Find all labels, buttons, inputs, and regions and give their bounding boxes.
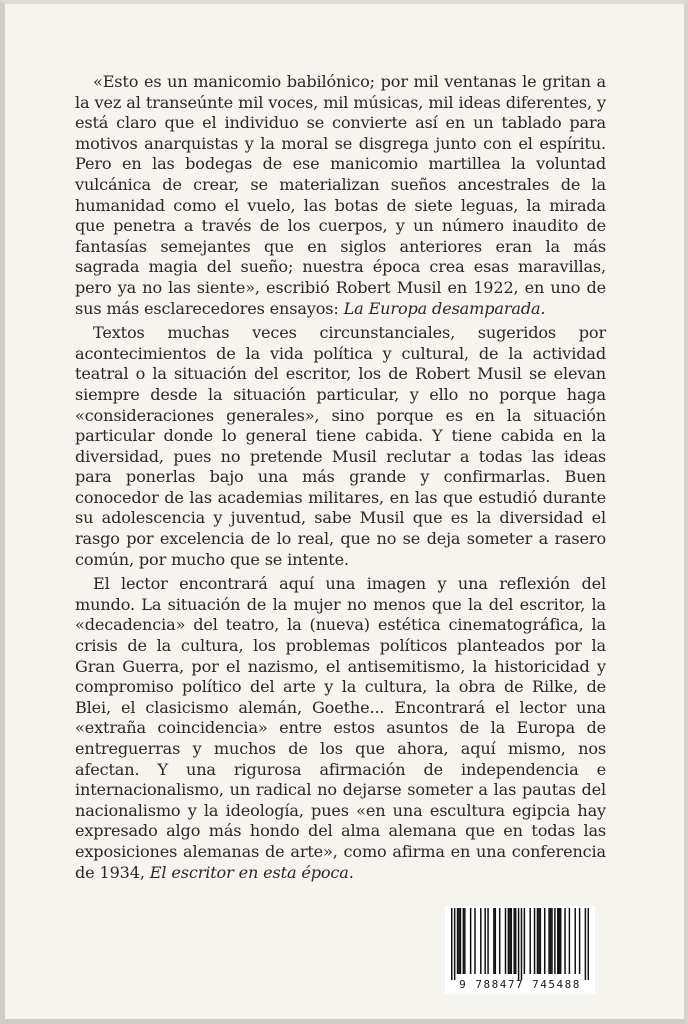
barcode-bar — [508, 908, 510, 974]
barcode-bar — [534, 908, 536, 974]
paragraph-1-italic-title: La Europa desamparada. — [343, 298, 546, 318]
barcode-bar — [454, 908, 456, 980]
barcode-bar — [560, 908, 562, 974]
barcode-bar — [540, 908, 542, 974]
barcode-bar — [548, 908, 550, 974]
barcode-bar — [460, 908, 462, 974]
barcode-bar — [537, 908, 539, 974]
barcode-bar — [521, 908, 523, 980]
barcode-bar — [579, 908, 581, 974]
barcode-bar — [511, 908, 513, 974]
barcode-bar — [495, 908, 497, 974]
barcode-bar — [513, 908, 515, 974]
barcode-bar — [564, 908, 566, 974]
barcode-bar — [464, 908, 466, 974]
barcode-bar — [457, 908, 459, 974]
blurb-paragraph-3 — [75, 574, 606, 883]
paragraph-1-text: «Esto es un manicomio babilónico; por mil ventanas le gritan a la vez al transeúnte mil voces, mil músicas, mil ideas diferentes, y está claro que el individuo se convierte así en un tablado para motivos anarquistas y la moral se disgrega junto con el espíritu. Pero en las bodegas de ese manicomio martillea la voluntad vulcánica de crear, se materializan sueños ancestrales de la humanidad como el vuelo, las botas de siete leguas, la mirada que penetra a través de los cuerpos, y un número inaudito de fantasías semejantes que en siglos anteriores eran la más sagrada magia del sueño; nuestra época crea esas maravillas, pero ya no las siente», escribió Robert Musil en 1922, en uno de sus más esclarecedores ensayos: — [75, 72, 606, 318]
blurb-paragraph-2 — [75, 323, 606, 570]
barcode-bar — [499, 908, 501, 974]
barcode-bar — [480, 908, 482, 974]
barcode-bar — [505, 908, 507, 974]
barcode-bar — [585, 908, 587, 980]
barcode-bar — [518, 908, 520, 980]
barcode-bar — [588, 908, 589, 980]
barcode-bar — [558, 908, 560, 974]
barcode-bar — [470, 908, 472, 974]
paragraph-3-italic-title: El escritor en esta época. — [149, 862, 354, 882]
barcode-bar — [554, 908, 556, 974]
barcode-bar — [550, 908, 552, 974]
barcode-bar — [574, 908, 576, 974]
barcode-bar — [474, 908, 476, 974]
barcode-bar — [484, 908, 486, 974]
barcode-bar — [529, 908, 531, 974]
barcode-bar — [551, 908, 553, 974]
barcode-bar — [544, 908, 546, 974]
barcode-bar — [458, 908, 460, 974]
barcode-bar — [509, 908, 511, 974]
barcode-bars — [451, 908, 589, 980]
barcode-digits: 9 788477 745488 — [459, 978, 581, 991]
barcode-bar — [493, 908, 495, 974]
barcode-bar — [487, 908, 489, 974]
blurb-paragraph-1 — [75, 72, 606, 319]
barcode-bar — [463, 908, 465, 974]
barcode-bar — [451, 908, 453, 980]
paragraph-3-text: El lector encontrará aquí una imagen y una reflexión del mundo. La situación de la mujer no menos que la del escritor, la «decadencia» del teatro, la (nueva) estética cinematográfica, la crisis de la cultura, los problemas políticos planteados por la Gran Guerra, por el nazismo, el antisemitismo, la historicidad y compromiso político del arte y la cultura, la obra de Rilke, de Blei, el clasicismo alemán, Goethe... Encontrará el lector una «extraña coincidencia» entre estos asuntos de la Europa de entreguerras y muchos de los que ahora, aquí mismo, nos afectan. Y una rigurosa afirmación de independencia e internacionalismo, un radical no dejarse someter a las pautas del nacionalismo y la ideología, pues «en una escultura egipcia hay expresado algo más hondo del alma alemana que en todas las exposiciones alemanas de arte», como afirma en una conferencia de 1934, — [75, 574, 606, 882]
barcode-bar — [524, 908, 526, 974]
blurb-text — [75, 72, 606, 887]
isbn-barcode — [445, 906, 595, 994]
barcode-bar — [557, 908, 559, 974]
barcode-bar — [538, 908, 540, 974]
paragraph-2-text: Textos muchas veces circunstanciales, sugeridos por acontecimientos de la vida política y cultural, de la actividad teatral o la situación del escritor, los de Robert Musil se elevan siempre desde la situación particular, y ello no porque haga «consideraciones generales», sino porque es en la situación particular donde lo general tiene cabida. Y tiene cabida en la diversidad, pues no pretende Musil reclutar a todas las ideas para ponerlas bajo una más grande y confirmarlas. Buen conocedor de las academias militares, en las que estudió durante su adolescencia y juventud, sabe Musil que es la diversidad el rasgo por excelencia de lo real, que no se deja someter a rasero común, por mucho que se intente. — [75, 323, 606, 569]
barcode-bar — [569, 908, 571, 974]
barcode-bar — [515, 908, 517, 974]
